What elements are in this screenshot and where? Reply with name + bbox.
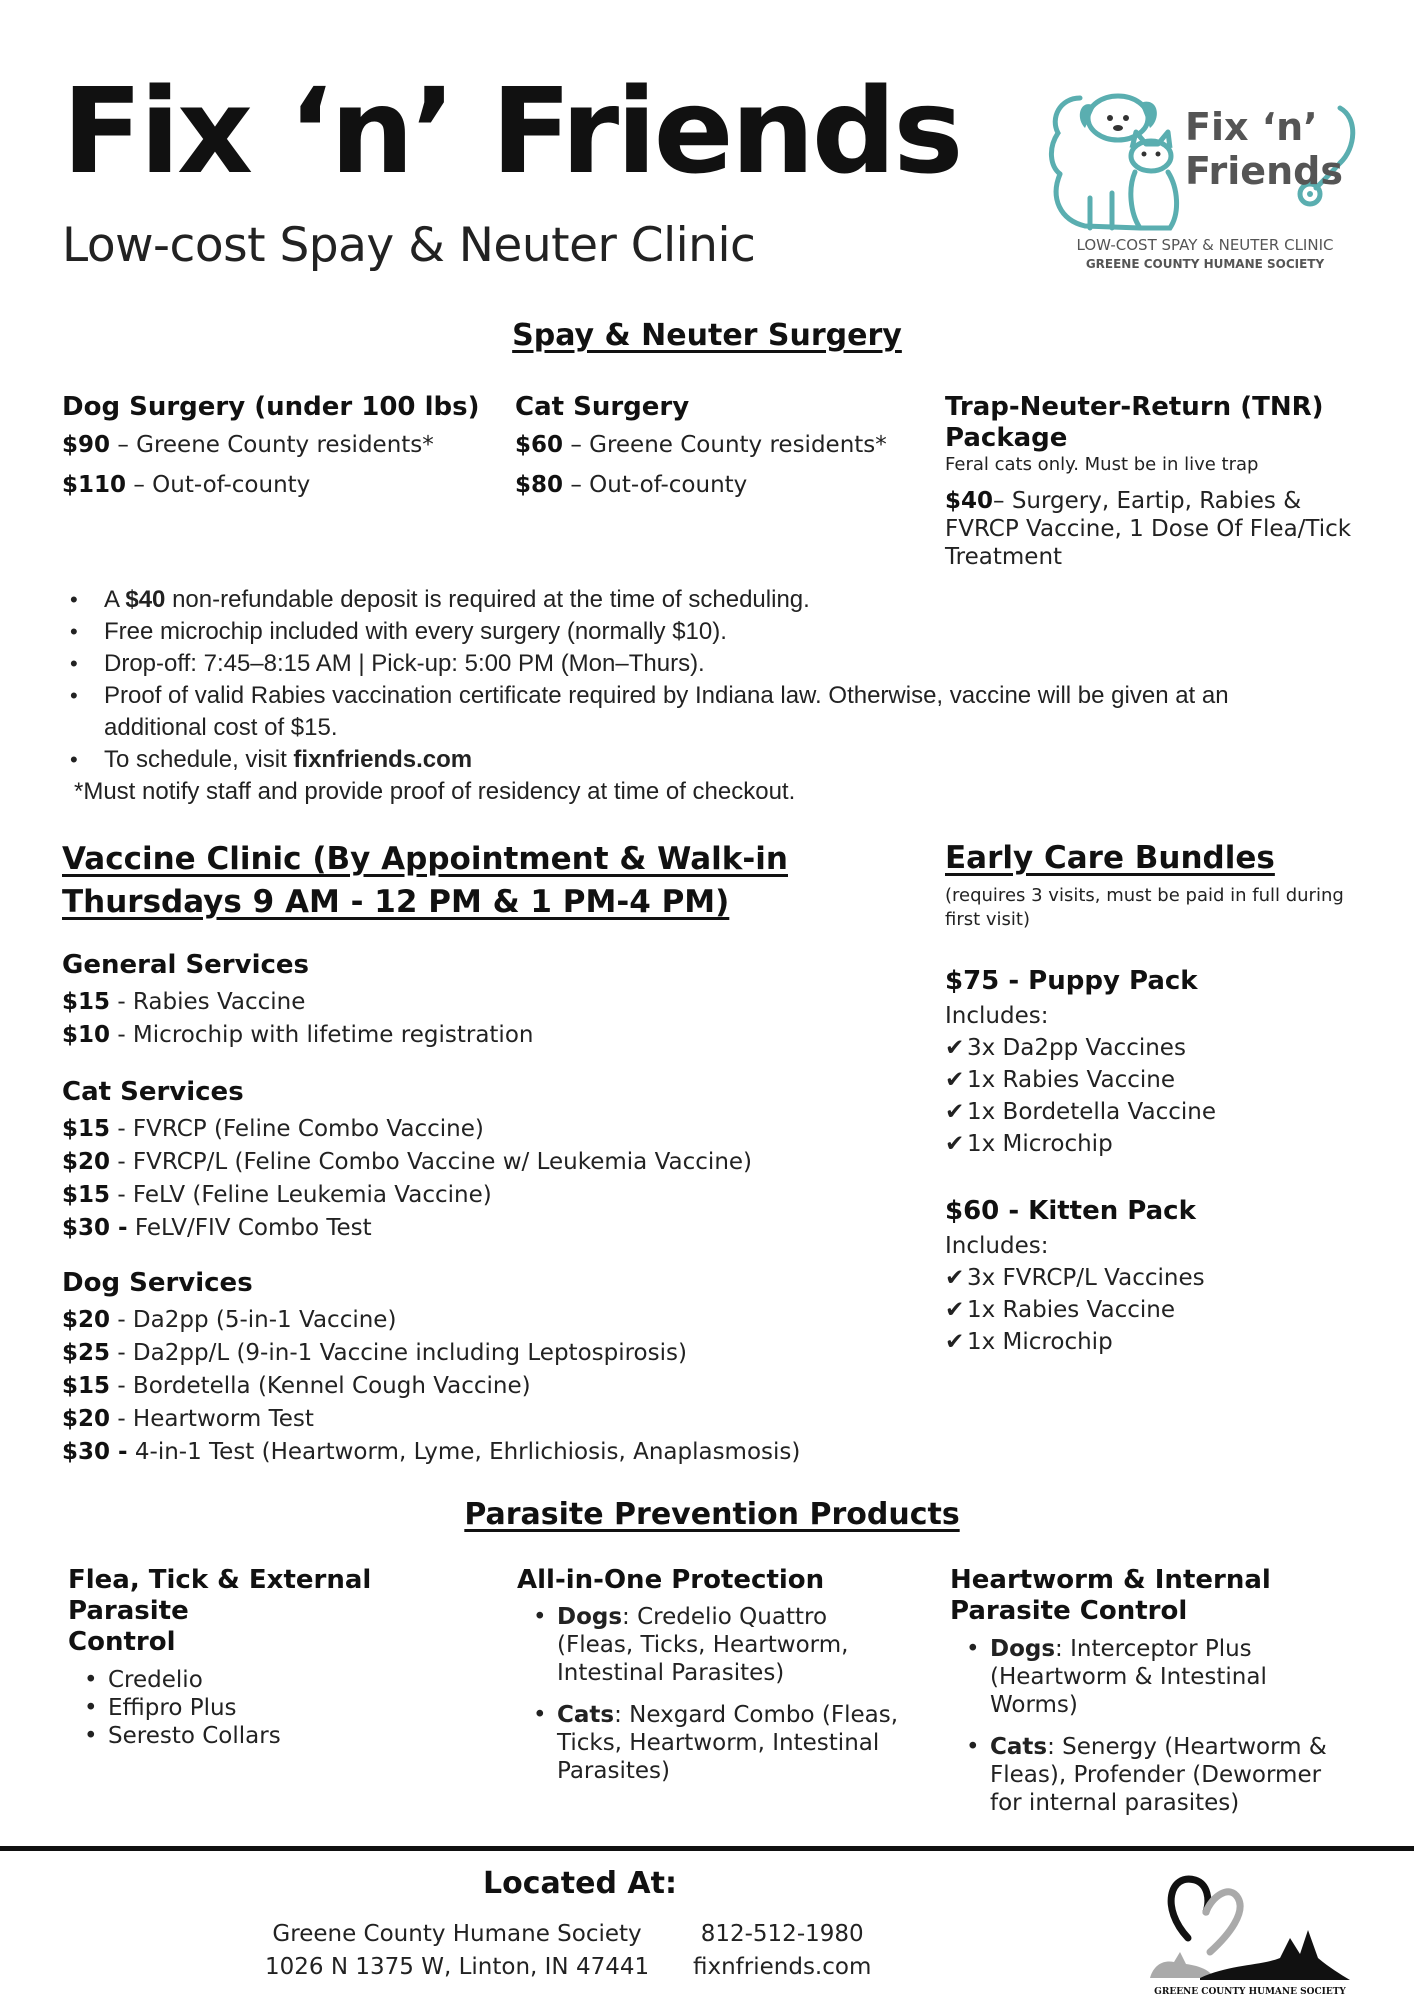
list-item: • Proof of valid Rabies vaccination certificate required by Indiana law. Otherwise, vaccine will be given at an additional cost of $15. (104, 680, 1386, 744)
dog-cat-logo-icon (1040, 88, 1370, 278)
bundle-item-label: 1x Bordetella Vaccine (967, 1099, 1217, 1125)
schedule-link[interactable]: fixnfriends.com (293, 746, 473, 773)
checkmark-icon: ✔ (945, 1035, 965, 1061)
checkmark-icon: ✔ (945, 1265, 965, 1291)
all-in-one-title: All-in-One Protection (517, 1565, 825, 1595)
bundle-item (945, 1128, 1365, 1160)
service-price: $15 (62, 1373, 111, 1399)
list-item: • Dogs: Interceptor Plus (Heartworm & Intestinal Worms) (990, 1635, 1370, 1719)
checkmark-icon: ✔ (945, 1067, 965, 1093)
service-line (62, 1019, 862, 1052)
service-desc: - FeLV (Feline Leukemia Vaccine) (110, 1182, 492, 1208)
external-parasite-list (68, 1666, 488, 1750)
cat-services-list (62, 1113, 912, 1245)
dog-surgery-block (62, 392, 482, 498)
kitten-includes-label: Includes: (945, 1233, 1049, 1259)
service-price: $15 (62, 989, 111, 1015)
service-desc: - FVRCP (Feline Combo Vaccine) (110, 1116, 484, 1142)
service-price: $30 - (62, 1215, 128, 1241)
service-price: $20 (62, 1149, 111, 1175)
residency-footnote: *Must notify staff and provide proof of residency at time of checkout. (74, 778, 796, 805)
external-parasite-title: Flea, Tick & External Parasite Control (68, 1565, 372, 1657)
footer-contact (693, 1918, 871, 1984)
service-desc: - Da2pp/L (9-in-1 Vaccine including Leptospirosis) (110, 1340, 687, 1366)
footer-street: 1026 N 1375 W, Linton, IN 47441 (265, 1954, 650, 1980)
puppy-pack-list (945, 1032, 1365, 1160)
humane-society-logo-text: GREENE COUNTY HUMANE SOCIETY (1154, 1987, 1346, 1996)
internal-parasite-list (950, 1635, 1370, 1817)
tnr-title: Trap-Neuter-Return (TNR) Package (945, 392, 1324, 453)
parasite-col-internal (950, 1565, 1370, 1817)
tnr-note: Feral cats only. Must be in live trap (945, 454, 1259, 475)
list-item: • Dogs: Credelio Quattro (Fleas, Ticks, Heartworm, Intestinal Parasites) (557, 1603, 937, 1687)
bundles-note: (requires 3 visits, must be paid in full during first visit) (945, 885, 1344, 930)
service-line (62, 1337, 942, 1370)
surgery-notes (66, 584, 1386, 808)
service-price: $15 (62, 1182, 111, 1208)
list-item: • Seresto Collars (108, 1722, 488, 1750)
bundle-item (945, 1032, 1365, 1064)
puppy-includes-label: Includes: (945, 1003, 1049, 1029)
bundle-item (945, 1064, 1365, 1096)
tnr-block (945, 392, 1355, 571)
clinic-logo (1040, 88, 1370, 278)
logo-tagline-2: GREENE COUNTY HUMANE SOCIETY (1085, 257, 1325, 271)
page-title: Fix ‘n’ Friends (62, 62, 961, 200)
service-line (62, 1436, 942, 1469)
cat-services-title: Cat Services (62, 1077, 244, 1107)
list-item: • To schedule, visit fixnfriends.com (104, 744, 1386, 776)
humane-society-logo (1140, 1868, 1360, 1996)
service-line (62, 1370, 942, 1403)
kitten-pack-list (945, 1262, 1365, 1358)
list-item: • A $40 non-refundable deposit is required at the time of scheduling. (104, 584, 1386, 616)
bundle-item (945, 1096, 1365, 1128)
internal-parasite-title: Heartworm & Internal Parasite Control (950, 1565, 1271, 1626)
heart-dog-cat-icon (1140, 1868, 1360, 1996)
service-line (62, 1179, 912, 1212)
list-item: • Free microchip included with every surgery (normally $10). (104, 616, 1386, 648)
bundle-item (945, 1262, 1365, 1294)
checkmark-icon: ✔ (945, 1297, 965, 1323)
dog-surgery-price-resident: $90 – Greene County residents* (62, 432, 434, 458)
service-line (62, 1212, 912, 1245)
bundles-heading: Early Care Bundles (945, 840, 1275, 876)
bundle-item (945, 1326, 1365, 1358)
logo-name-line2: Friends (1185, 149, 1343, 193)
surgery-bullet-list (66, 584, 1386, 776)
bundle-item-label: 1x Rabies Vaccine (967, 1297, 1176, 1323)
bundle-item-label: 1x Microchip (967, 1131, 1113, 1157)
service-desc: - Da2pp (5-in-1 Vaccine) (110, 1307, 397, 1333)
puppy-pack-title: $75 - Puppy Pack (945, 966, 1198, 996)
parasite-col-external (68, 1565, 488, 1750)
list-item: • Effipro Plus (108, 1694, 488, 1722)
vaccine-heading: Vaccine Clinic (By Appointment & Walk-in Thursdays 9 AM - 12 PM & 1 PM-4 PM) (62, 841, 788, 920)
footer-phone[interactable]: 812-512-1980 (700, 1921, 864, 1947)
service-line (62, 1113, 912, 1146)
list-item: • Drop-off: 7:45–8:15 AM | Pick-up: 5:00 PM (Mon–Thurs). (104, 648, 1386, 680)
dog-services (62, 1268, 942, 1469)
checkmark-icon: ✔ (945, 1329, 965, 1355)
checkmark-icon: ✔ (945, 1131, 965, 1157)
dog-services-title: Dog Services (62, 1268, 253, 1298)
footer-divider (0, 1846, 1414, 1851)
bundle-item-label: 3x Da2pp Vaccines (967, 1035, 1186, 1061)
cat-surgery-price-resident: $60 – Greene County residents* (515, 432, 887, 458)
bundle-item-label: 1x Microchip (967, 1329, 1113, 1355)
cat-surgery-title: Cat Surgery (515, 392, 690, 422)
checkmark-icon: ✔ (945, 1099, 965, 1125)
list-item: • Credelio (108, 1666, 488, 1694)
footer-website[interactable]: fixnfriends.com (693, 1954, 872, 1980)
service-price: $20 (62, 1307, 111, 1333)
dog-surgery-price-out: $110 – Out-of-county (62, 472, 311, 498)
all-in-one-list (517, 1603, 937, 1785)
general-services-list (62, 986, 862, 1052)
bundle-item-label: 1x Rabies Vaccine (967, 1067, 1176, 1093)
service-price: $15 (62, 1116, 111, 1142)
general-services-title: General Services (62, 950, 310, 980)
parasite-heading: Parasite Prevention Products (464, 1497, 960, 1532)
service-desc: - FVRCP/L (Feline Combo Vaccine w/ Leukemia Vaccine) (110, 1149, 753, 1175)
location-heading: Located At: (483, 1866, 677, 1901)
logo-tagline-1: LOW-COST SPAY & NEUTER CLINIC (1076, 236, 1334, 254)
service-desc: - Rabies Vaccine (110, 989, 306, 1015)
early-care-bundles (945, 840, 1365, 1358)
surgery-heading: Spay & Neuter Surgery (512, 318, 902, 353)
footer-address (265, 1918, 649, 1984)
service-price: $20 (62, 1406, 111, 1432)
cat-surgery-block (515, 392, 915, 498)
kitten-pack-title: $60 - Kitten Pack (945, 1196, 1196, 1226)
parasite-col-all-in-one (517, 1565, 937, 1785)
service-price: $25 (62, 1340, 111, 1366)
service-desc: FeLV/FIV Combo Test (127, 1215, 372, 1241)
tnr-price-desc: $40– Surgery, Eartip, Rabies & FVRCP Vaccine, 1 Dose Of Flea/Tick Treatment (945, 488, 1352, 570)
cat-services (62, 1077, 912, 1245)
service-line (62, 1304, 942, 1337)
footer-org: Greene County Humane Society (272, 1921, 642, 1947)
dog-surgery-title: Dog Surgery (under 100 lbs) (62, 392, 480, 422)
service-line (62, 986, 862, 1019)
service-desc: - Bordetella (Kennel Cough Vaccine) (110, 1373, 531, 1399)
bundle-item-label: 3x FVRCP/L Vaccines (967, 1265, 1205, 1291)
logo-name-line1: Fix ‘n’ (1185, 105, 1318, 149)
list-item: • Cats: Nexgard Combo (Fleas, Ticks, Heartworm, Intestinal Parasites) (557, 1701, 937, 1785)
page-subtitle: Low-cost Spay & Neuter Clinic (62, 218, 756, 273)
service-line (62, 1146, 912, 1179)
service-desc: 4-in-1 Test (Heartworm, Lyme, Ehrlichiosis, Anaplasmosis) (127, 1439, 801, 1465)
service-line (62, 1403, 942, 1436)
bundle-item (945, 1294, 1365, 1326)
service-price: $30 - (62, 1439, 128, 1465)
cat-surgery-price-out: $80 – Out-of-county (515, 472, 748, 498)
service-price: $10 (62, 1022, 111, 1048)
general-services (62, 950, 862, 1052)
dog-services-list (62, 1304, 942, 1469)
service-desc: - Heartworm Test (110, 1406, 314, 1432)
service-desc: - Microchip with lifetime registration (110, 1022, 534, 1048)
list-item: • Cats: Senergy (Heartworm & Fleas), Profender (Dewormer for internal parasites) (990, 1733, 1370, 1817)
